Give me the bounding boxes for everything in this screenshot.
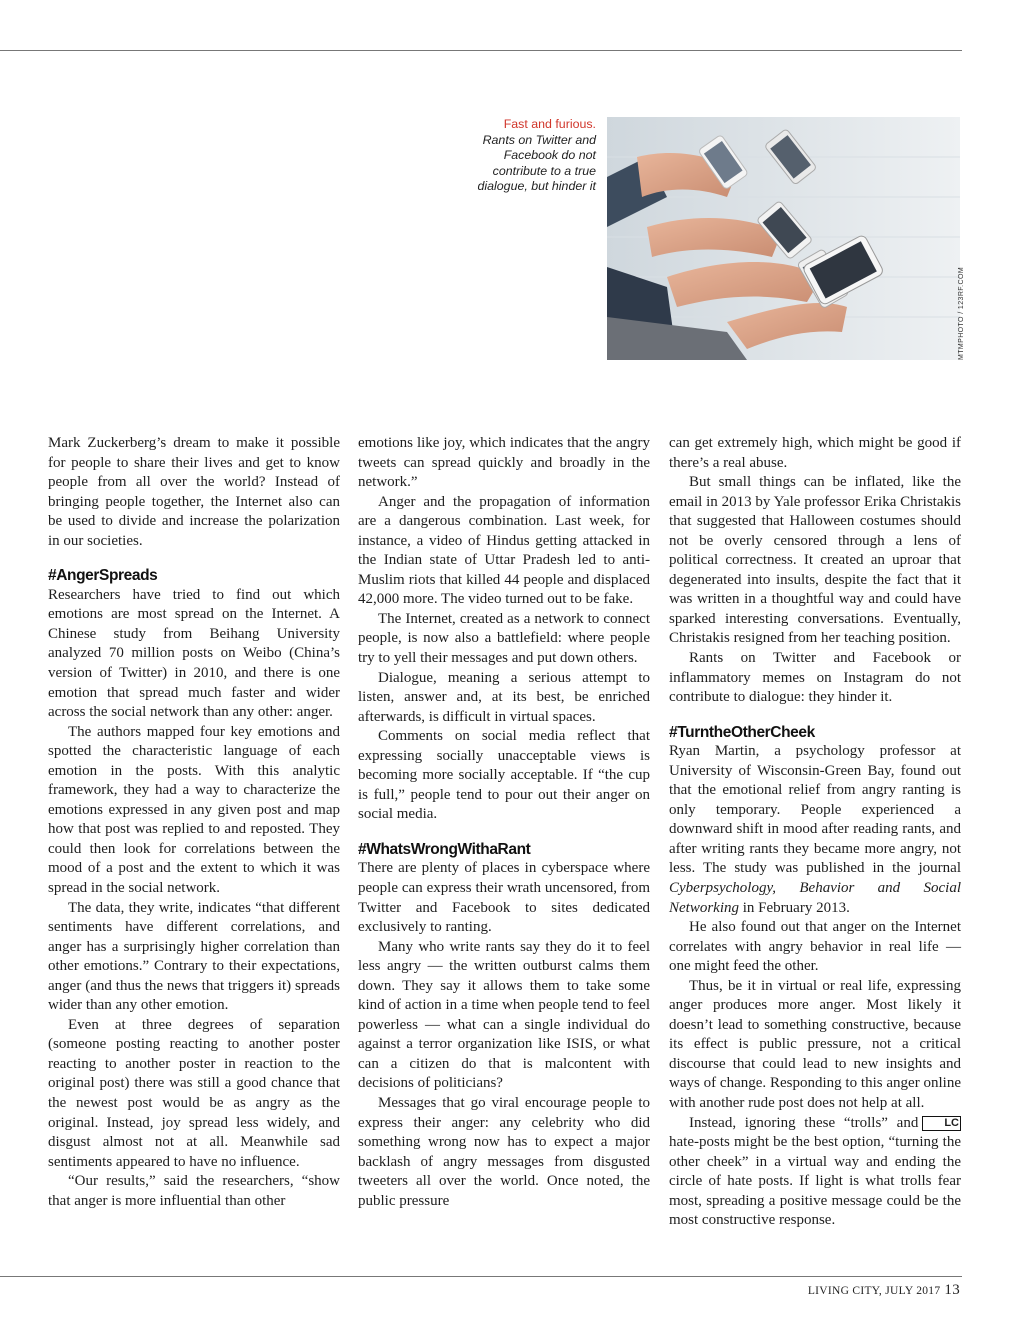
paragraph: Messages that go viral encourage people to express their anger: any celebrity who did something wrong now has to expect a major backlash of angry messages from disgusted tweeters all over the world. Once noted, the public pressure [358, 1095, 650, 1209]
paragraph-text: Instead, ignoring these “trolls” and hate-posts might be the best option, “turning the other cheek” in a virtual way and ending the circle of hate posts. If light is what trolls fear most, spreading a positive message could be the most constructive response. [669, 1114, 961, 1229]
paragraph: Many who write rants say they do it to feel less angry — the written outburst calms them down. They say it allows them to take some kind of action in a time when people tend to feel powerless — what can a single individual do against a terror organization like ISIS, or what can a citizen do that is malcontent with decisions of politicians? [358, 938, 650, 1092]
photo-credit: MTMPHOTO / 123RF.COM [958, 266, 965, 360]
paragraph: Thus, be it in virtual or real life, expressing anger produces more anger. Most likely it doesn’t lead to something constructive, because its effect is public pressure, not a critical discourse that could lead to new insights and ways of change. Responding to this anger online with another rude post does not help at all. [669, 977, 961, 1111]
article-column-2 [358, 434, 650, 1211]
paragraph: emotions like joy, which indicates that the angry tweets can spread quickly and broadly in the network.” [358, 435, 650, 491]
section-heading-turn-the-other-cheek: #TurntheOtherCheek [669, 723, 815, 741]
paragraph-text: Ryan Martin, a psychology professor at University of Wisconsin-Green Bay, found out that the emotional relief from angry ranting is only temporary. People experienced a downward shift in mood after reading rants, and after writing rants they became more angry, not less. The study was published in the journal [669, 743, 961, 877]
page-number: 13 [944, 1282, 960, 1298]
paragraph: There are plenty of places in cyberspace where people can express their wrath uncensored, from Twitter and Facebook to sites dedicated exclusively to ranting. [358, 860, 650, 936]
paragraph [669, 742, 961, 918]
paragraph: “Our results,” said the researchers, “show that anger is more influential than other [48, 1173, 340, 1209]
photo-caption [470, 117, 596, 195]
paragraph: can get extremely high, which might be good if there’s a real abuse. [669, 435, 961, 471]
paragraph: The Internet, created as a network to connect people, is now also a battlefield: where people try to yell their messages and put down others. [358, 610, 650, 667]
paragraph: Mark Zuckerberg’s dream to make it possible for people to share their lives and get to know people from all over the world? Instead of bringing people together, the Internet also can be used to divide and increase the polarization in our societies. [48, 435, 340, 549]
caption-body: Rants on Twitter and Facebook do not contribute to a true dialogue, but hinder it [477, 132, 596, 194]
paragraph: The authors mapped four key emotions and spotted the characteristic language of each emotion in the posts. With this analytic framework, they had a way to characterize the emotions expressed in any given post and map how that post was replied to and reposted. They could then look for correlations between the mood of a post and the extent to which it was spread in the social network. [48, 723, 340, 896]
paragraph: The data, they write, indicates “that different sentiments have different correlations, and anger has a surprisingly higher correlation than other emotions.” Contrary to their expectations, anger (and thus the news that triggers it) spreads wider than any other emotion. [48, 899, 340, 1014]
paragraph [669, 1114, 961, 1231]
caption-lead: Fast and furious. [503, 117, 596, 131]
end-mark-logo: LC [922, 1116, 961, 1131]
paragraph: Anger and the propagation of information are a dangerous combination. Last week, for instance, a video of Hindus getting attacked in the Indian state of Uttar Pradesh led to anti-Muslim riots that killed 44 people and displaced 42,000 more. The video turned out to be fake. [358, 493, 650, 608]
top-rule [0, 50, 962, 51]
paragraph: Dialogue, meaning a serious attempt to listen, answer and, at its best, be enriched afterwards, is difficult in virtual spaces. [358, 669, 650, 725]
paragraph-text: in February 2013. [739, 899, 850, 916]
publication-name: LIVING CITY, JULY 2017 [807, 1285, 941, 1297]
paragraph: Comments on social media reflect that expressing socially unacceptable views is becoming more socially acceptable. If “the cup is full,” people tend to pour out their anger on social media. [358, 728, 650, 823]
page-footer [808, 1282, 960, 1299]
paragraph: Researchers have tried to find out which emotions are most spread on the Internet. A Chinese study from Beihang University analyzed 70 million posts on Weibo (China’s version of Twitter) in 2010, and there is one emotion that spread much faster and wider across the social network than any other: anger. [48, 586, 340, 721]
bottom-rule [0, 1276, 962, 1277]
paragraph: But small things can be inflated, like the email in 2013 by Yale professor Erika Christakis that suggested that Halloween costumes should not be overly censored through a lens of political correctness. It created an uproar that degenerated into insults, despite the fact that it was written in a thoughtful way and could have sparked interesting conversations. Eventually, Christakis resigned from her teaching position. [669, 474, 961, 647]
paragraph: He also found out that anger on the Internet correlates with angry behavior in real life — one might feed the other. [669, 919, 961, 975]
article-column-1 [48, 434, 340, 1211]
section-heading-anger-spreads: #AngerSpreads [48, 567, 158, 585]
section-heading-whats-wrong-with-a-rant: #WhatsWrongWithaRant [358, 840, 531, 858]
journal-title: Cyberpsychology, Behavior and Social Networking [669, 879, 961, 916]
article-column-3 [669, 434, 961, 1231]
paragraph: Even at three degrees of separation (someone posting reacting to another poster reacting to another poster in reaction to the original post) there was still a good chance that the newest post would be as angry as the original. Instead, joy spread less widely, and disgust almost not at all. Meanwhile sad sentiments appeared to have no influence. [48, 1016, 340, 1170]
paragraph: Rants on Twitter and Facebook or inflammatory memes on Instagram do not contribute to dialogue: they hinder it. [669, 650, 961, 706]
hands-with-phones-photo [607, 117, 960, 360]
